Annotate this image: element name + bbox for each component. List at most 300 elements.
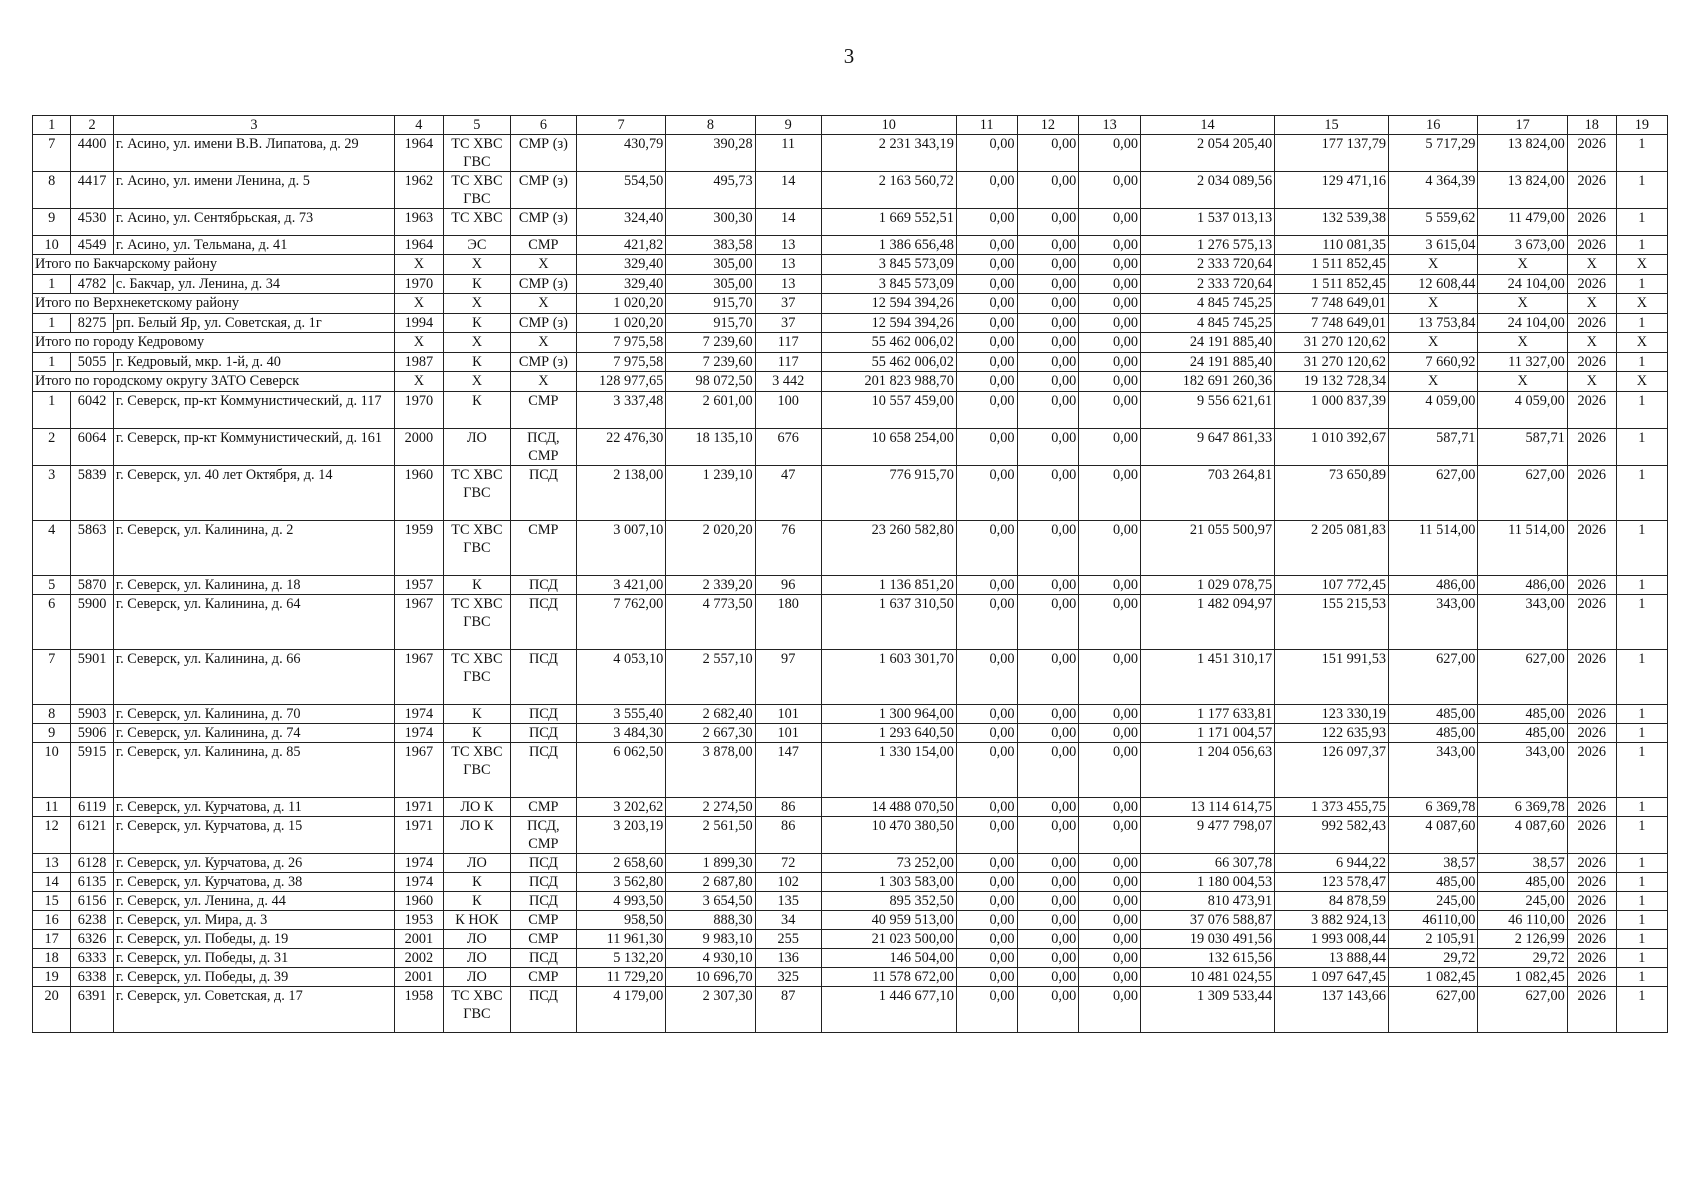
col-unit-cost: 485,00 xyxy=(1389,705,1478,724)
col-work-type: ПСД xyxy=(510,892,576,911)
subtotal-col-fund-regional: 0,00 xyxy=(1017,294,1079,314)
col-unit-cost: 11 514,00 xyxy=(1389,521,1478,576)
col-unit-cost-limit: 24 104,00 xyxy=(1478,275,1567,294)
header-col-systems: 5 xyxy=(443,116,510,135)
col-work-type: СМР (з) xyxy=(510,135,576,172)
col-year: 1953 xyxy=(394,911,443,930)
col-stage: 1 xyxy=(1616,353,1667,372)
col-systems: ЛО К xyxy=(443,817,510,854)
col-fund-owners: 2 054 205,40 xyxy=(1141,135,1275,172)
col-fund-federal: 0,00 xyxy=(956,650,1017,705)
col-stage: 1 xyxy=(1616,724,1667,743)
subtotal-col-fund-local: 0,00 xyxy=(1079,255,1141,275)
col-id: 5915 xyxy=(71,743,114,798)
col-unit-cost: 5 717,29 xyxy=(1389,135,1478,172)
col-work-type: ПСД xyxy=(510,576,576,595)
col-address: г. Асино, ул. Сентябрьская, д. 73 xyxy=(113,209,394,236)
col-no: 1 xyxy=(33,275,71,294)
col-area-total: 22 476,30 xyxy=(576,429,665,466)
col-work-type: СМР (з) xyxy=(510,172,576,209)
col-fund-local: 0,00 xyxy=(1079,743,1141,798)
subtotal-col-residents: 117 xyxy=(755,333,821,353)
col-year: 1967 xyxy=(394,595,443,650)
col-stage: 1 xyxy=(1616,429,1667,466)
col-completion-year: 2026 xyxy=(1567,576,1616,595)
col-systems: ЛО К xyxy=(443,798,510,817)
table-row xyxy=(33,209,1668,236)
col-address: г. Северск, ул. Калинина, д. 70 xyxy=(113,705,394,724)
col-fund-federal: 0,00 xyxy=(956,135,1017,172)
col-fund-federal: 0,00 xyxy=(956,724,1017,743)
col-stage: 1 xyxy=(1616,705,1667,724)
col-area-total: 3 203,19 xyxy=(576,817,665,854)
subtotal-col-fund-other: 19 132 728,34 xyxy=(1275,372,1389,392)
col-no: 7 xyxy=(33,650,71,705)
col-fund-owners: 1 177 633,81 xyxy=(1141,705,1275,724)
col-fund-regional: 0,00 xyxy=(1017,595,1079,650)
col-fund-federal: 0,00 xyxy=(956,392,1017,429)
col-year: 1974 xyxy=(394,873,443,892)
col-address: г. Северск, ул. Калинина, д. 74 xyxy=(113,724,394,743)
col-stage: 1 xyxy=(1616,521,1667,576)
col-stage: 1 xyxy=(1616,135,1667,172)
col-id: 4549 xyxy=(71,236,114,255)
col-work-type: ПСД xyxy=(510,743,576,798)
subtotal-col-area-living: 7 239,60 xyxy=(666,333,755,353)
col-stage: 1 xyxy=(1616,576,1667,595)
col-work-type: СМР xyxy=(510,968,576,987)
col-area-living: 2 687,80 xyxy=(666,873,755,892)
col-work-type: СМР xyxy=(510,236,576,255)
subtotal-col-year: Х xyxy=(394,372,443,392)
table-row xyxy=(33,798,1668,817)
subtotal-col-stage: Х xyxy=(1616,255,1667,275)
col-work-type: ПСД, СМР xyxy=(510,429,576,466)
col-id: 5839 xyxy=(71,466,114,521)
col-year: 1960 xyxy=(394,892,443,911)
col-fund-federal: 0,00 xyxy=(956,209,1017,236)
col-stage: 1 xyxy=(1616,466,1667,521)
col-cost-total: 73 252,00 xyxy=(821,854,956,873)
col-no: 9 xyxy=(33,209,71,236)
header-col-id: 2 xyxy=(71,116,114,135)
col-unit-cost-limit: 627,00 xyxy=(1478,466,1567,521)
col-id: 6064 xyxy=(71,429,114,466)
col-unit-cost: 29,72 xyxy=(1389,949,1478,968)
col-fund-federal: 0,00 xyxy=(956,968,1017,987)
col-fund-local: 0,00 xyxy=(1079,392,1141,429)
header-col-completion-year: 18 xyxy=(1567,116,1616,135)
col-fund-federal: 0,00 xyxy=(956,817,1017,854)
col-residents: 102 xyxy=(755,873,821,892)
col-unit-cost: 46110,00 xyxy=(1389,911,1478,930)
col-area-living: 888,30 xyxy=(666,911,755,930)
table-row xyxy=(33,705,1668,724)
col-fund-other: 1 511 852,45 xyxy=(1275,275,1389,294)
col-unit-cost: 5 559,62 xyxy=(1389,209,1478,236)
col-systems: К xyxy=(443,892,510,911)
col-completion-year: 2026 xyxy=(1567,930,1616,949)
subtotal-col-fund-other: 31 270 120,62 xyxy=(1275,333,1389,353)
subtotal-row xyxy=(33,333,1668,353)
col-fund-regional: 0,00 xyxy=(1017,705,1079,724)
col-residents: 97 xyxy=(755,650,821,705)
col-fund-other: 31 270 120,62 xyxy=(1275,353,1389,372)
table-row xyxy=(33,314,1668,333)
col-work-type: СМР xyxy=(510,911,576,930)
col-completion-year: 2026 xyxy=(1567,429,1616,466)
col-area-total: 3 421,00 xyxy=(576,576,665,595)
col-unit-cost-limit: 11 479,00 xyxy=(1478,209,1567,236)
subtotal-col-cost-total: 201 823 988,70 xyxy=(821,372,956,392)
col-area-living: 1 239,10 xyxy=(666,466,755,521)
col-stage: 1 xyxy=(1616,911,1667,930)
col-residents: 136 xyxy=(755,949,821,968)
col-address: г. Северск, ул. Курчатова, д. 11 xyxy=(113,798,394,817)
subtotal-col-area-total: 7 975,58 xyxy=(576,333,665,353)
col-unit-cost-limit: 627,00 xyxy=(1478,987,1567,1033)
col-year: 1962 xyxy=(394,172,443,209)
col-unit-cost-limit: 343,00 xyxy=(1478,595,1567,650)
col-id: 8275 xyxy=(71,314,114,333)
col-unit-cost: 627,00 xyxy=(1389,650,1478,705)
col-fund-other: 73 650,89 xyxy=(1275,466,1389,521)
table-row xyxy=(33,911,1668,930)
col-fund-local: 0,00 xyxy=(1079,724,1141,743)
col-unit-cost: 627,00 xyxy=(1389,466,1478,521)
column-number-row xyxy=(33,116,1668,135)
col-fund-regional: 0,00 xyxy=(1017,314,1079,333)
subtotal-col-stage: Х xyxy=(1616,372,1667,392)
table-row xyxy=(33,817,1668,854)
col-fund-owners: 1 537 013,13 xyxy=(1141,209,1275,236)
col-area-living: 300,30 xyxy=(666,209,755,236)
col-id: 6238 xyxy=(71,911,114,930)
col-unit-cost: 6 369,78 xyxy=(1389,798,1478,817)
col-fund-regional: 0,00 xyxy=(1017,724,1079,743)
col-systems: ЛО xyxy=(443,930,510,949)
col-systems: ТС ХВС ГВС xyxy=(443,595,510,650)
col-residents: 255 xyxy=(755,930,821,949)
col-fund-owners: 9 477 798,07 xyxy=(1141,817,1275,854)
subtotal-col-fund-other: 1 511 852,45 xyxy=(1275,255,1389,275)
col-systems: К xyxy=(443,392,510,429)
col-id: 6333 xyxy=(71,949,114,968)
table-row xyxy=(33,968,1668,987)
col-area-living: 2 020,20 xyxy=(666,521,755,576)
table-row xyxy=(33,930,1668,949)
col-area-living: 10 696,70 xyxy=(666,968,755,987)
header-col-year: 4 xyxy=(394,116,443,135)
col-work-type: ПСД xyxy=(510,650,576,705)
subtotal-col-residents: 13 xyxy=(755,255,821,275)
col-cost-total: 23 260 582,80 xyxy=(821,521,956,576)
table-row xyxy=(33,595,1668,650)
col-fund-regional: 0,00 xyxy=(1017,392,1079,429)
col-unit-cost-limit: 2 126,99 xyxy=(1478,930,1567,949)
subtotal-col-work-type: Х xyxy=(510,333,576,353)
col-residents: 47 xyxy=(755,466,821,521)
subtotal-col-unit-cost-limit: Х xyxy=(1478,372,1567,392)
table-row xyxy=(33,854,1668,873)
table-row xyxy=(33,521,1668,576)
col-unit-cost-limit: 11 327,00 xyxy=(1478,353,1567,372)
col-fund-local: 0,00 xyxy=(1079,353,1141,372)
col-unit-cost: 485,00 xyxy=(1389,873,1478,892)
subtotal-col-fund-local: 0,00 xyxy=(1079,372,1141,392)
subtotal-col-unit-cost-limit: Х xyxy=(1478,333,1567,353)
col-unit-cost-limit: 13 824,00 xyxy=(1478,172,1567,209)
col-completion-year: 2026 xyxy=(1567,911,1616,930)
col-unit-cost: 13 753,84 xyxy=(1389,314,1478,333)
col-stage: 1 xyxy=(1616,236,1667,255)
col-fund-other: 123 330,19 xyxy=(1275,705,1389,724)
col-systems: К xyxy=(443,314,510,333)
col-fund-owners: 4 845 745,25 xyxy=(1141,314,1275,333)
col-unit-cost-limit: 24 104,00 xyxy=(1478,314,1567,333)
col-unit-cost: 3 615,04 xyxy=(1389,236,1478,255)
col-fund-federal: 0,00 xyxy=(956,743,1017,798)
subtotal-col-fund-federal: 0,00 xyxy=(956,294,1017,314)
subtotal-col-year: Х xyxy=(394,294,443,314)
col-systems: К xyxy=(443,724,510,743)
subtotal-col-stage: Х xyxy=(1616,294,1667,314)
col-cost-total: 10 658 254,00 xyxy=(821,429,956,466)
subtotal-label: Итого по городскому округу ЗАТО Северск xyxy=(33,372,395,392)
subtotal-col-year: Х xyxy=(394,333,443,353)
col-residents: 13 xyxy=(755,236,821,255)
col-fund-local: 0,00 xyxy=(1079,521,1141,576)
col-no: 11 xyxy=(33,798,71,817)
col-fund-regional: 0,00 xyxy=(1017,236,1079,255)
col-completion-year: 2026 xyxy=(1567,873,1616,892)
col-residents: 101 xyxy=(755,705,821,724)
col-stage: 1 xyxy=(1616,930,1667,949)
col-stage: 1 xyxy=(1616,209,1667,236)
col-no: 10 xyxy=(33,236,71,255)
col-fund-other: 110 081,35 xyxy=(1275,236,1389,255)
col-year: 2000 xyxy=(394,429,443,466)
col-residents: 117 xyxy=(755,353,821,372)
col-address: г. Северск, ул. Калинина, д. 85 xyxy=(113,743,394,798)
col-fund-owners: 66 307,78 xyxy=(1141,854,1275,873)
col-fund-owners: 13 114 614,75 xyxy=(1141,798,1275,817)
col-residents: 14 xyxy=(755,209,821,236)
table-row xyxy=(33,873,1668,892)
col-completion-year: 2026 xyxy=(1567,798,1616,817)
col-residents: 13 xyxy=(755,275,821,294)
col-fund-regional: 0,00 xyxy=(1017,817,1079,854)
col-fund-regional: 0,00 xyxy=(1017,854,1079,873)
subtotal-col-completion-year: Х xyxy=(1567,372,1616,392)
subtotal-col-cost-total: 12 594 394,26 xyxy=(821,294,956,314)
col-work-type: СМР (з) xyxy=(510,209,576,236)
col-year: 1967 xyxy=(394,650,443,705)
subtotal-col-residents: 37 xyxy=(755,294,821,314)
col-address: г. Северск, ул. Калинина, д. 66 xyxy=(113,650,394,705)
table-row xyxy=(33,949,1668,968)
col-fund-federal: 0,00 xyxy=(956,172,1017,209)
col-fund-regional: 0,00 xyxy=(1017,172,1079,209)
col-no: 2 xyxy=(33,429,71,466)
table-row xyxy=(33,172,1668,209)
table-row xyxy=(33,353,1668,372)
col-fund-owners: 2 333 720,64 xyxy=(1141,275,1275,294)
col-cost-total: 10 557 459,00 xyxy=(821,392,956,429)
col-address: г. Северск, ул. Калинина, д. 64 xyxy=(113,595,394,650)
col-no: 7 xyxy=(33,135,71,172)
col-address: г. Северск, ул. Курчатова, д. 15 xyxy=(113,817,394,854)
col-cost-total: 2 231 343,19 xyxy=(821,135,956,172)
col-systems: ТС ХВС ГВС xyxy=(443,650,510,705)
col-fund-federal: 0,00 xyxy=(956,930,1017,949)
col-fund-other: 7 748 649,01 xyxy=(1275,314,1389,333)
col-residents: 11 xyxy=(755,135,821,172)
col-fund-other: 137 143,66 xyxy=(1275,987,1389,1033)
col-cost-total: 1 136 851,20 xyxy=(821,576,956,595)
col-fund-regional: 0,00 xyxy=(1017,650,1079,705)
col-address: г. Северск, ул. Калинина, д. 2 xyxy=(113,521,394,576)
col-year: 1963 xyxy=(394,209,443,236)
subtotal-row xyxy=(33,255,1668,275)
header-col-fund-federal: 11 xyxy=(956,116,1017,135)
col-unit-cost-limit: 11 514,00 xyxy=(1478,521,1567,576)
col-area-total: 4 179,00 xyxy=(576,987,665,1033)
col-area-total: 324,40 xyxy=(576,209,665,236)
col-address: г. Северск, пр-кт Коммунистический, д. 117 xyxy=(113,392,394,429)
col-year: 1994 xyxy=(394,314,443,333)
col-fund-owners: 1 204 056,63 xyxy=(1141,743,1275,798)
col-work-type: СМР xyxy=(510,930,576,949)
col-area-total: 3 202,62 xyxy=(576,798,665,817)
col-fund-owners: 9 556 621,61 xyxy=(1141,392,1275,429)
col-fund-regional: 0,00 xyxy=(1017,798,1079,817)
col-area-living: 2 274,50 xyxy=(666,798,755,817)
col-fund-federal: 0,00 xyxy=(956,521,1017,576)
col-fund-local: 0,00 xyxy=(1079,650,1141,705)
col-area-total: 2 138,00 xyxy=(576,466,665,521)
col-fund-federal: 0,00 xyxy=(956,595,1017,650)
table-row xyxy=(33,987,1668,1033)
col-stage: 1 xyxy=(1616,949,1667,968)
col-fund-federal: 0,00 xyxy=(956,429,1017,466)
col-fund-other: 1 993 008,44 xyxy=(1275,930,1389,949)
col-address: г. Северск, ул. Курчатова, д. 38 xyxy=(113,873,394,892)
col-address: г. Асино, ул. имени В.В. Липатова, д. 29 xyxy=(113,135,394,172)
subtotal-col-fund-other: 7 748 649,01 xyxy=(1275,294,1389,314)
col-unit-cost-limit: 46 110,00 xyxy=(1478,911,1567,930)
col-area-living: 1 899,30 xyxy=(666,854,755,873)
col-cost-total: 1 446 677,10 xyxy=(821,987,956,1033)
col-completion-year: 2026 xyxy=(1567,466,1616,521)
col-id: 5863 xyxy=(71,521,114,576)
col-completion-year: 2026 xyxy=(1567,743,1616,798)
subtotal-col-fund-federal: 0,00 xyxy=(956,333,1017,353)
col-cost-total: 21 023 500,00 xyxy=(821,930,956,949)
col-fund-owners: 37 076 588,87 xyxy=(1141,911,1275,930)
col-area-living: 495,73 xyxy=(666,172,755,209)
col-completion-year: 2026 xyxy=(1567,172,1616,209)
col-systems: ЛО xyxy=(443,949,510,968)
col-completion-year: 2026 xyxy=(1567,854,1616,873)
col-no: 8 xyxy=(33,705,71,724)
table-row xyxy=(33,724,1668,743)
col-work-type: ПСД xyxy=(510,466,576,521)
col-area-total: 430,79 xyxy=(576,135,665,172)
col-residents: 180 xyxy=(755,595,821,650)
col-work-type: СМР xyxy=(510,521,576,576)
col-cost-total: 146 504,00 xyxy=(821,949,956,968)
col-fund-federal: 0,00 xyxy=(956,798,1017,817)
col-address: г. Северск, ул. Калинина, д. 18 xyxy=(113,576,394,595)
col-completion-year: 2026 xyxy=(1567,314,1616,333)
col-residents: 100 xyxy=(755,392,821,429)
col-area-living: 2 339,20 xyxy=(666,576,755,595)
col-residents: 76 xyxy=(755,521,821,576)
col-cost-total: 895 352,50 xyxy=(821,892,956,911)
col-cost-total: 1 293 640,50 xyxy=(821,724,956,743)
col-fund-local: 0,00 xyxy=(1079,236,1141,255)
page-number: 3 xyxy=(843,44,855,68)
col-cost-total: 1 637 310,50 xyxy=(821,595,956,650)
table-body xyxy=(33,135,1668,1033)
subtotal-col-fund-owners: 182 691 260,36 xyxy=(1141,372,1275,392)
subtotal-col-systems: Х xyxy=(443,333,510,353)
col-year: 1974 xyxy=(394,724,443,743)
col-fund-local: 0,00 xyxy=(1079,595,1141,650)
col-area-living: 915,70 xyxy=(666,314,755,333)
col-address: г. Кедровый, мкр. 1-й, д. 40 xyxy=(113,353,394,372)
col-systems: К xyxy=(443,705,510,724)
col-unit-cost: 485,00 xyxy=(1389,724,1478,743)
col-area-total: 4 993,50 xyxy=(576,892,665,911)
col-completion-year: 2026 xyxy=(1567,968,1616,987)
col-fund-regional: 0,00 xyxy=(1017,466,1079,521)
col-id: 4530 xyxy=(71,209,114,236)
col-completion-year: 2026 xyxy=(1567,209,1616,236)
col-area-total: 3 555,40 xyxy=(576,705,665,724)
col-fund-regional: 0,00 xyxy=(1017,968,1079,987)
col-year: 1967 xyxy=(394,743,443,798)
col-systems: К xyxy=(443,353,510,372)
subtotal-col-unit-cost: Х xyxy=(1389,294,1478,314)
col-residents: 87 xyxy=(755,987,821,1033)
col-completion-year: 2026 xyxy=(1567,236,1616,255)
col-work-type: СМР (з) xyxy=(510,353,576,372)
subtotal-col-systems: Х xyxy=(443,294,510,314)
col-unit-cost-limit: 485,00 xyxy=(1478,724,1567,743)
col-stage: 1 xyxy=(1616,172,1667,209)
col-id: 6119 xyxy=(71,798,114,817)
col-no: 20 xyxy=(33,987,71,1033)
subtotal-label: Итого по Бакчарскому району xyxy=(33,255,395,275)
col-fund-owners: 19 030 491,56 xyxy=(1141,930,1275,949)
col-address: г. Северск, ул. Победы, д. 19 xyxy=(113,930,394,949)
col-fund-other: 126 097,37 xyxy=(1275,743,1389,798)
table-row xyxy=(33,135,1668,172)
col-residents: 135 xyxy=(755,892,821,911)
col-fund-local: 0,00 xyxy=(1079,854,1141,873)
col-systems: К xyxy=(443,576,510,595)
col-id: 4400 xyxy=(71,135,114,172)
col-area-total: 3 562,80 xyxy=(576,873,665,892)
col-fund-local: 0,00 xyxy=(1079,576,1141,595)
col-year: 2001 xyxy=(394,930,443,949)
col-cost-total: 40 959 513,00 xyxy=(821,911,956,930)
col-residents: 86 xyxy=(755,817,821,854)
col-residents: 37 xyxy=(755,314,821,333)
header-col-fund-local: 13 xyxy=(1079,116,1141,135)
